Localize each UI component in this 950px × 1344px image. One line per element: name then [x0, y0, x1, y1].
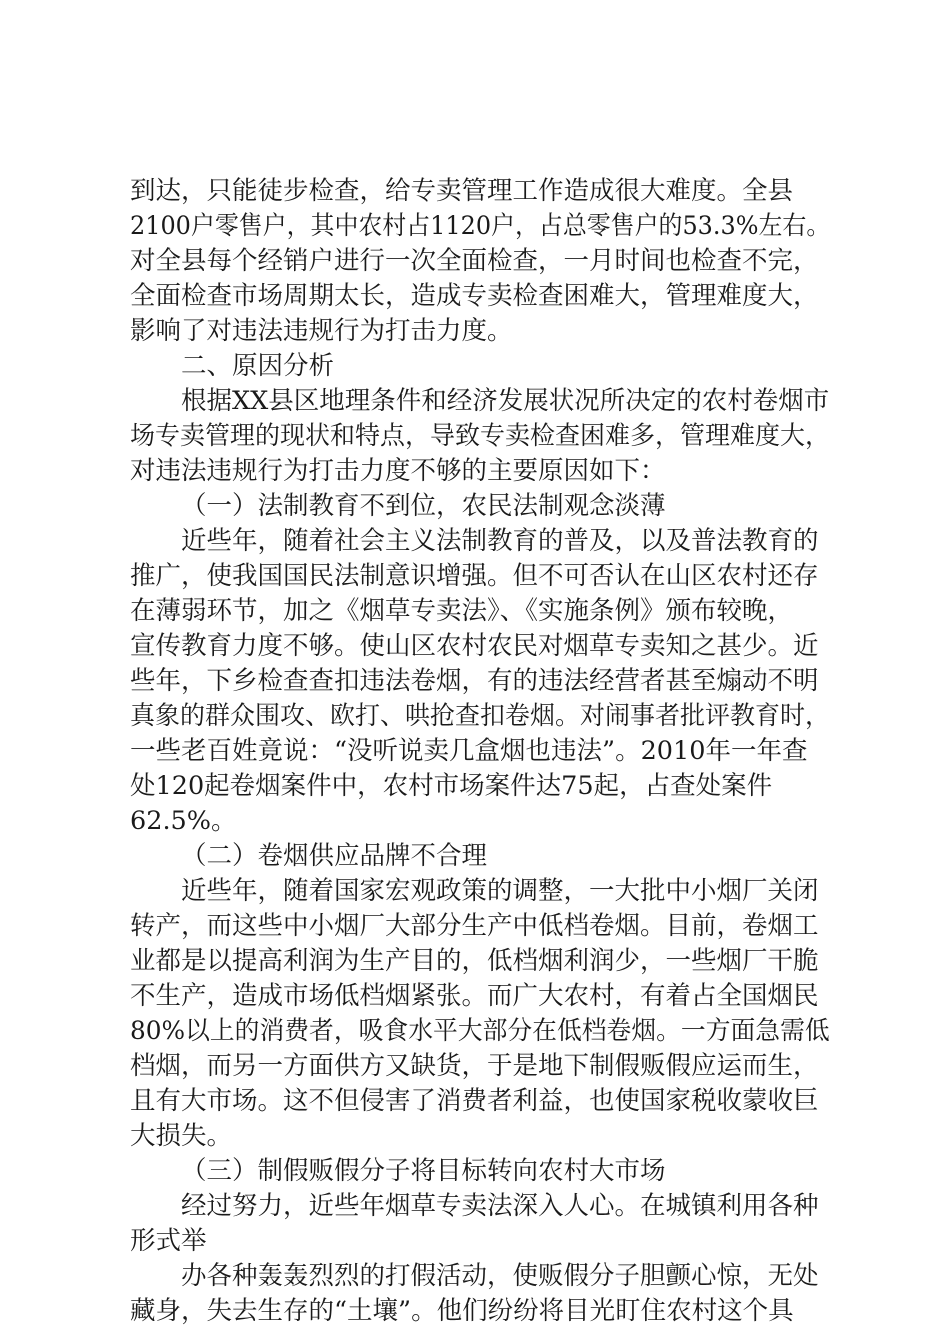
text-line: 80%以上的消费者，吸食水平大部分在低档卷烟。一方面急需低: [130, 1016, 830, 1046]
subsection-heading: （二）卷烟供应品牌不合理: [181, 841, 488, 871]
text-line: 档烟，而另一方面供方又缺货，于是地下制假贩假应运而生，: [130, 1051, 819, 1081]
text-line: 些年，下乡检查查扣违法卷烟，有的违法经营者甚至煽动不明: [130, 666, 819, 696]
text-line: 大损失。: [130, 1121, 233, 1151]
text-line: 全面检查市场周期太长，造成专卖检查困难大，管理难度大，: [130, 281, 819, 311]
text-line: 近些年，随着社会主义法制教育的普及，以及普法教育的: [181, 526, 819, 556]
text-line: 办各种轰轰烈烈的打假活动，使贩假分子胆颤心惊，无处: [181, 1261, 819, 1291]
subsection-heading: （一）法制教育不到位，农民法制观念淡薄: [181, 491, 666, 521]
text-line: 根据XX县区地理条件和经济发展状况所决定的农村卷烟市: [181, 386, 830, 416]
text-line: 一些老百姓竟说：“没听说卖几盒烟也违法”。2010年一年查: [130, 736, 808, 766]
text-line: 处120起卷烟案件中，农村市场案件达75起，占查处案件: [130, 771, 773, 801]
text-line: 对全县每个经销户进行一次全面检查，一月时间也检查不完，: [130, 246, 819, 276]
text-line: 真象的群众围攻、欧打、哄抢查扣卷烟。对闹事者批评教育时，: [130, 701, 831, 731]
text-line: 推广，使我国国民法制意识增强。但不可否认在山区农村还存: [130, 561, 819, 591]
text-line: 业都是以提高利润为生产目的，低档烟利润少，一些烟厂干脆: [130, 946, 819, 976]
text-line: 经过努力，近些年烟草专卖法深入人心。在城镇利用各种: [181, 1191, 819, 1221]
text-line: 转产，而这些中小烟厂大部分生产中低档卷烟。目前，卷烟工: [130, 911, 819, 941]
text-line: 近些年，随着国家宏观政策的调整，一大批中小烟厂关闭: [181, 876, 819, 906]
text-line: 62.5%。: [130, 806, 237, 836]
text-line: 宣传教育力度不够。使山区农村农民对烟草专卖知之甚少。近: [130, 631, 819, 661]
section-heading: 二、原因分析: [181, 351, 335, 381]
text-line: 2100户零售户，其中农村占1120户，占总零售户的53.3%左右。: [130, 211, 831, 241]
text-line: 影响了对违法违规行为打击力度。: [130, 316, 513, 346]
text-line: 形式举: [130, 1226, 207, 1256]
text-line: 在薄弱环节，加之《烟草专卖法》、《实施条例》颁布较晚，: [130, 596, 794, 626]
text-line: 场专卖管理的现状和特点，导致专卖检查困难多，管理难度大，: [130, 421, 831, 451]
subsection-heading: （三）制假贩假分子将目标转向农村大市场: [181, 1156, 666, 1186]
text-line: 不生产，造成市场低档烟紧张。而广大农村，有着占全国烟民: [130, 981, 819, 1011]
text-line: 到达，只能徒步检查，给专卖管理工作造成很大难度。全县: [130, 176, 794, 206]
text-line: 且有大市场。这不但侵害了消费者利益，也使国家税收蒙收巨: [130, 1086, 819, 1116]
text-line: 对违法违规行为打击力度不够的主要原因如下：: [130, 456, 666, 486]
text-line: 藏身，失去生存的“土壤”。他们纷纷将目光盯住农村这个具: [130, 1296, 794, 1326]
